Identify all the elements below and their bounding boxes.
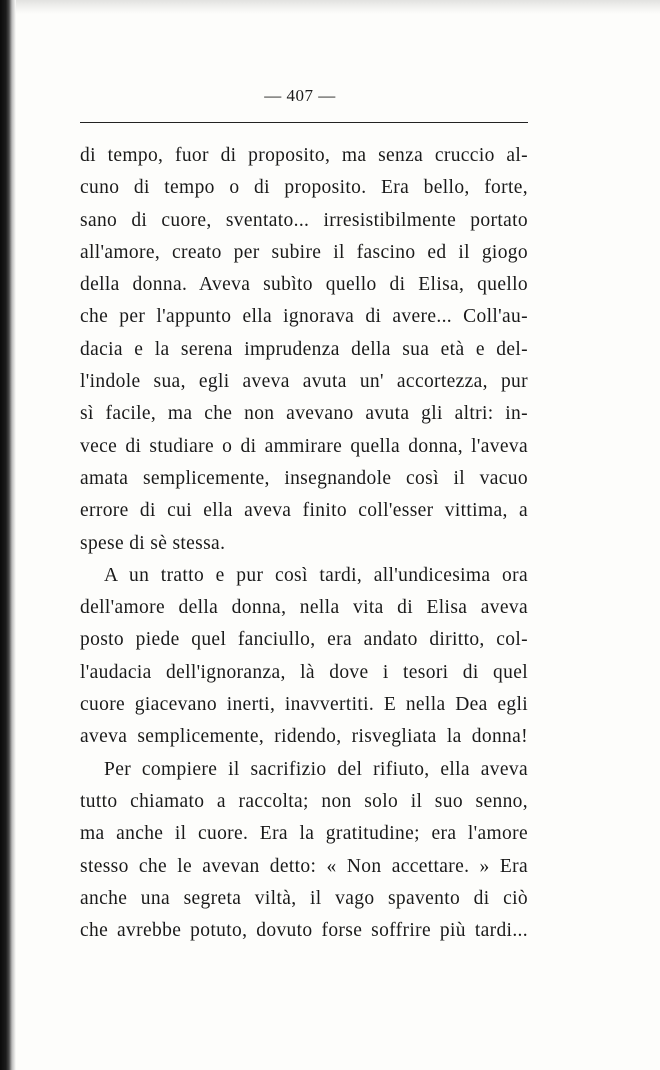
book-binding-edge <box>0 0 16 1070</box>
body-text <box>80 140 528 947</box>
text-line: dacia e la serena imprudenza della sua età e del- <box>80 338 528 360</box>
text-line: sano di cuore, sventato... irresistibilmente portato <box>80 209 528 231</box>
text-line: vece di studiare o di ammirare quella donna, l'aveva <box>80 435 528 457</box>
text-line: di tempo, fuor di proposito, ma senza cruccio al- <box>80 145 528 166</box>
text-line: tutto chiamato a raccolta; non solo il suo senno, <box>80 790 528 812</box>
text-line: all'amore, creato per subire il fascino ed il giogo <box>80 241 528 263</box>
text-line: anche una segreta viltà, il vago spavento di ciò <box>80 887 528 909</box>
text-line: l'audacia dell'ignoranza, là dove i tesori di quel <box>80 661 528 683</box>
text-line: ma anche il cuore. Era la gratitudine; era l'amore <box>80 823 528 845</box>
text-line: spese di sè stessa. <box>80 532 226 554</box>
text-line: aveva semplicemente, ridendo, risvegliata la donna! <box>80 726 528 748</box>
text-line: sì facile, ma che non avevano avuta gli altri: in- <box>80 403 528 425</box>
text-line: l'indole sua, egli aveva avuta un' accortezza, pur <box>80 371 528 393</box>
page-top-edge <box>0 0 660 14</box>
text-line: Per compiere il sacrifizio del rifiuto, ella aveva <box>104 758 528 780</box>
text-line: stesso che le avevan detto: « Non accettare. » Era <box>80 855 528 877</box>
page-number: — 407 — <box>264 86 336 105</box>
text-line: che per l'appunto ella ignorava di avere... Coll'au- <box>80 306 528 328</box>
text-line: amata semplicemente, insegnandole così il vacuo <box>80 467 528 489</box>
header-rule <box>80 122 528 123</box>
text-line: A un tratto e pur così tardi, all'undicesima ora <box>104 564 528 586</box>
text-line: errore di cui ella aveva finito coll'esser vittima, a <box>80 500 528 522</box>
text-line: della donna. Aveva subìto quello di Elisa, quello <box>80 274 528 296</box>
text-line: cuore giacevano inerti, inavvertiti. E nella Dea egli <box>80 694 528 716</box>
text-line: dell'amore della donna, nella vita di Elisa aveva <box>80 597 528 619</box>
text-line: posto piede quel fanciullo, era andato diritto, col- <box>80 629 528 651</box>
text-line: cuno di tempo o di proposito. Era bello, forte, <box>80 177 528 199</box>
text-line: che avrebbe potuto, dovuto forse soffrire più tardi... <box>80 920 528 942</box>
